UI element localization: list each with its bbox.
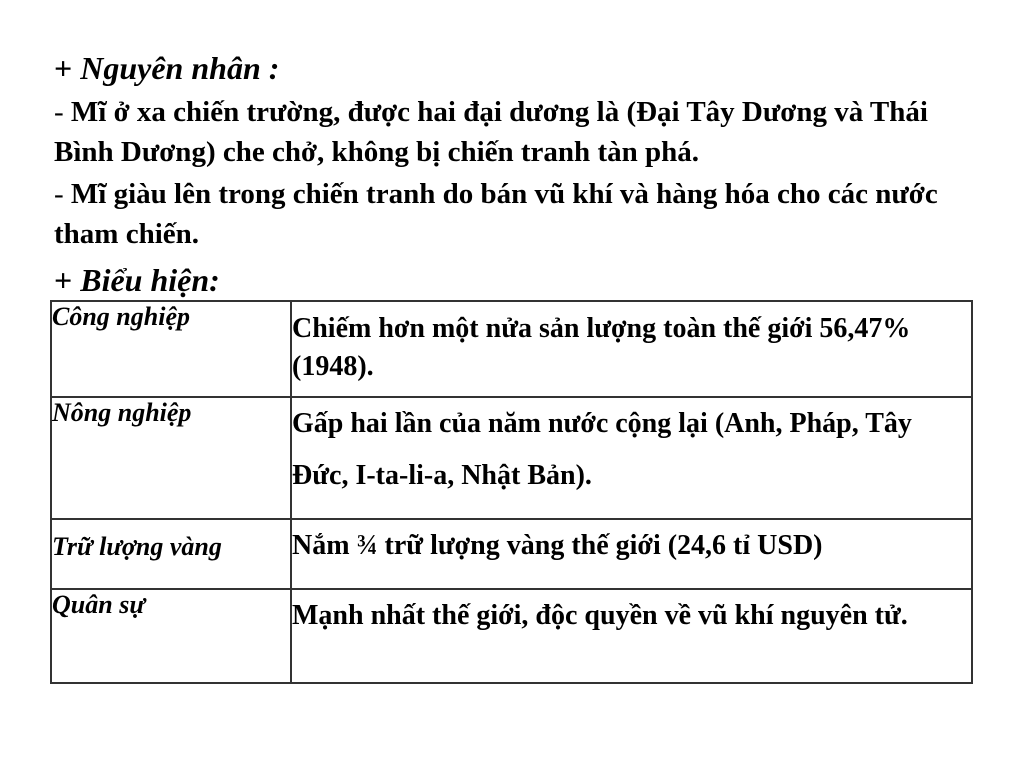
row-category: Công nghiệp bbox=[51, 301, 291, 397]
cause-heading-title: Nguyên nhân : bbox=[80, 50, 280, 86]
cause-bullet-2 bbox=[54, 174, 984, 254]
row-description: Chiếm hơn một nửa sản lượng toàn thế giới 56,47% (1948). bbox=[291, 301, 972, 397]
row-category: Quân sự bbox=[51, 589, 291, 683]
row-description: Mạnh nhất thế giới, độc quyền về vũ khí nguyên tử. bbox=[291, 589, 972, 683]
row-category: Nông nghiệp bbox=[51, 397, 291, 519]
row-description: Gấp hai lần của năm nước cộng lại (Anh, Pháp, Tây Đức, I-ta-li-a, Nhật Bản). bbox=[291, 397, 972, 519]
manifestation-heading-title: Biểu hiện: bbox=[80, 262, 220, 298]
cause-bullet-2-text: Mĩ giàu lên trong chiến tranh do bán vũ khí và hàng hóa cho các nước tham chiến. bbox=[54, 178, 938, 250]
table-row bbox=[51, 301, 972, 397]
bullet-dash: - bbox=[54, 178, 71, 210]
table-row bbox=[51, 589, 972, 683]
table-row bbox=[51, 397, 972, 519]
cause-bullet-1 bbox=[54, 92, 984, 172]
cause-heading bbox=[54, 50, 279, 86]
row-description: Nắm ¾ trữ lượng vàng thế giới (24,6 tỉ USD) bbox=[291, 519, 972, 589]
row-category: Trữ lượng vàng bbox=[51, 519, 291, 589]
manifestation-table bbox=[50, 300, 973, 684]
manifestation-heading bbox=[54, 262, 220, 298]
bullet-dash: - bbox=[54, 96, 71, 128]
cause-heading-prefix: + bbox=[54, 50, 81, 86]
table-row bbox=[51, 519, 972, 589]
cause-bullet-1-text: Mĩ ở xa chiến trường, được hai đại dương là (Đại Tây Dương và Thái Bình Dương) che chở, không bị chiến tranh tàn phá. bbox=[54, 96, 928, 168]
manifestation-heading-prefix: + bbox=[54, 262, 81, 298]
